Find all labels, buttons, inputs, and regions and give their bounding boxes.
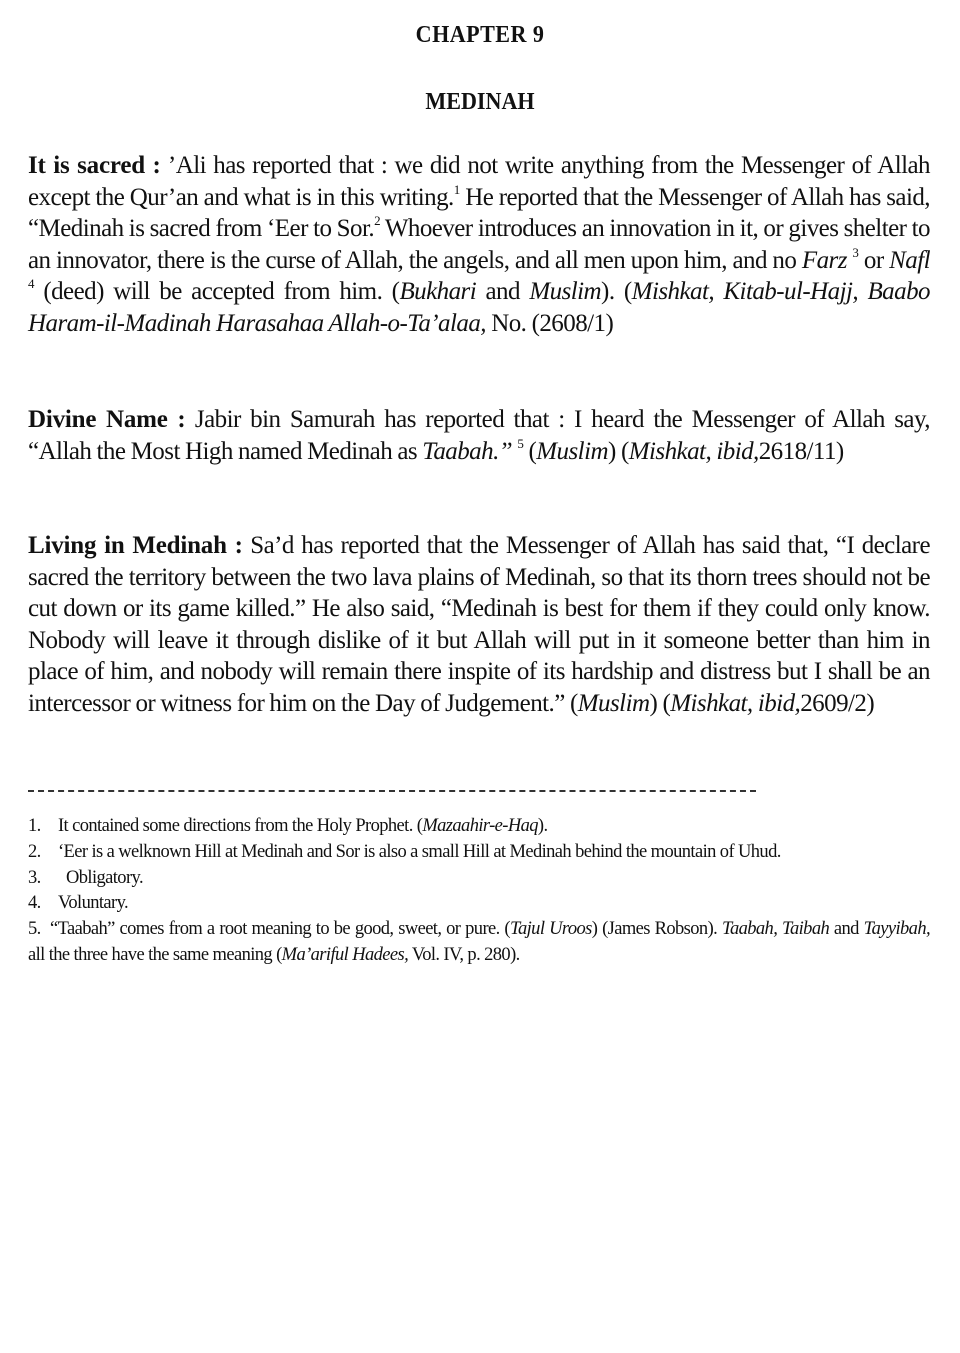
footnote-item xyxy=(28,917,930,969)
section-heading: Living in Medinah : xyxy=(28,532,243,559)
italic-text: Ma’ariful Hadees, xyxy=(281,944,409,965)
footnote-item xyxy=(28,814,930,840)
italic-text: Mishkat, ibid, xyxy=(670,689,801,717)
section-heading: Divine Name : xyxy=(28,406,186,433)
footnote-ref: 2 xyxy=(374,213,381,229)
footnotes xyxy=(28,814,930,969)
footnote-number: 4. xyxy=(28,893,41,914)
section-living-in-medinah xyxy=(28,530,930,720)
section-heading: It is sacred : xyxy=(28,152,161,179)
footnote-separator xyxy=(28,790,756,792)
section-body: ’Ali has reported that : we did not write anything from the Messenger of Allah except the Qur’an and what is in this writing.$^1$ He reported that the Messenger of Allah has said, “Medinah is sacred from ‘Eer to Sor.$^2$ Whoever introduces an innovation in it, or gives shelter to an innovator, there is the curse of Allah, the angels, and all men upon him, and no Farz $^3$ or Nafl $^4$ (deed) will be accepted from him. (Bukhari and Muslim). (Mishkat, Kitab-ul-Hajj, Baabo Haram-il-Madinah Harasahaa Allah-o-Ta’alaa, No. (2608/1) xyxy=(28,152,931,337)
footnote-ref: 5 xyxy=(517,435,524,451)
footnote-text: It contained some directions from the Holy Prophet. (Mazaahir-e-Haq). xyxy=(58,816,548,836)
italic-text: Nafl xyxy=(889,246,930,274)
footnote-ref: 4 xyxy=(28,276,34,292)
chapter-title: MEDINAH xyxy=(425,89,535,115)
footnote-item xyxy=(28,866,930,892)
footnote-text: Obligatory. xyxy=(66,867,143,888)
italic-text: Tajul Uroos xyxy=(510,919,592,940)
italic-text: Taabah.” xyxy=(422,437,513,465)
italic-text: Farz xyxy=(801,246,847,274)
footnote-item xyxy=(28,840,930,866)
italic-text: Mishkat, ibid, xyxy=(628,437,759,465)
footnote-number: 3. xyxy=(28,867,41,888)
italic-text: Muslim xyxy=(577,689,650,717)
italic-text: Tayyibah, xyxy=(863,919,931,940)
italic-text: Taabah, Taibah xyxy=(721,919,830,940)
footnote-number: 2. xyxy=(28,841,41,862)
footnote-text: ‘Eer is a welknown Hill at Medinah and Sor is also a small Hill at Medinah behind the mountain of Uhud. xyxy=(58,841,781,862)
italic-text: Mishkat, Kitab-ul-Hajj, Baabo Haram-il-Madinah Harasahaa Allah-o-Ta’alaa, xyxy=(28,278,930,337)
footnote-text: “Taabah” comes from a root meaning to be good, sweet, or pure. (Tajul Uroos) (James Robson). Taabah, Taibah and Tayyibah, all the three have the same meaning (Ma’ariful Hadees, Vol. IV, p. 280). xyxy=(28,919,931,965)
section-body: Sa’d has reported that the Messenger of Allah has said that, “I declare sacred the territory between the two lava plains of Medinah, so that its thorn trees should not be cut down or its game killed.” He also said, “Medinah is best for them if they could only know. Nobody will leave it through dislike of it but Allah will put in it someone better than him in place of him, and nobody will remain there inspite of its hardship and distress but I shall be an intercessor or witness for him on the Day of Judgement.” (Muslim) (Mishkat, ibid,2609/2) xyxy=(28,532,930,717)
italic-text: Bukhari xyxy=(399,278,477,306)
footnote-ref: 3 xyxy=(852,244,859,260)
footnote-item xyxy=(28,891,930,917)
section-divine-name xyxy=(28,404,930,467)
section-body: Jabir bin Samurah has reported that : I heard the Messenger of Allah say, “Allah the Most High named Medinah as Taabah.” $^5$ (Muslim) (Mishkat, ibid,2618/11) xyxy=(28,406,930,465)
footnote-ref: 1 xyxy=(453,181,460,197)
chapter-heading: CHAPTER 9 xyxy=(415,22,545,48)
footnote-number: 1. xyxy=(28,816,41,836)
italic-text: Mazaahir-e-Haq xyxy=(422,816,538,836)
italic-text: Muslim xyxy=(536,437,608,465)
footnote-text: Voluntary. xyxy=(58,893,129,914)
footnote-number: 5. xyxy=(28,919,41,940)
section-it-is-sacred xyxy=(28,150,930,340)
italic-text: Muslim xyxy=(529,278,602,306)
